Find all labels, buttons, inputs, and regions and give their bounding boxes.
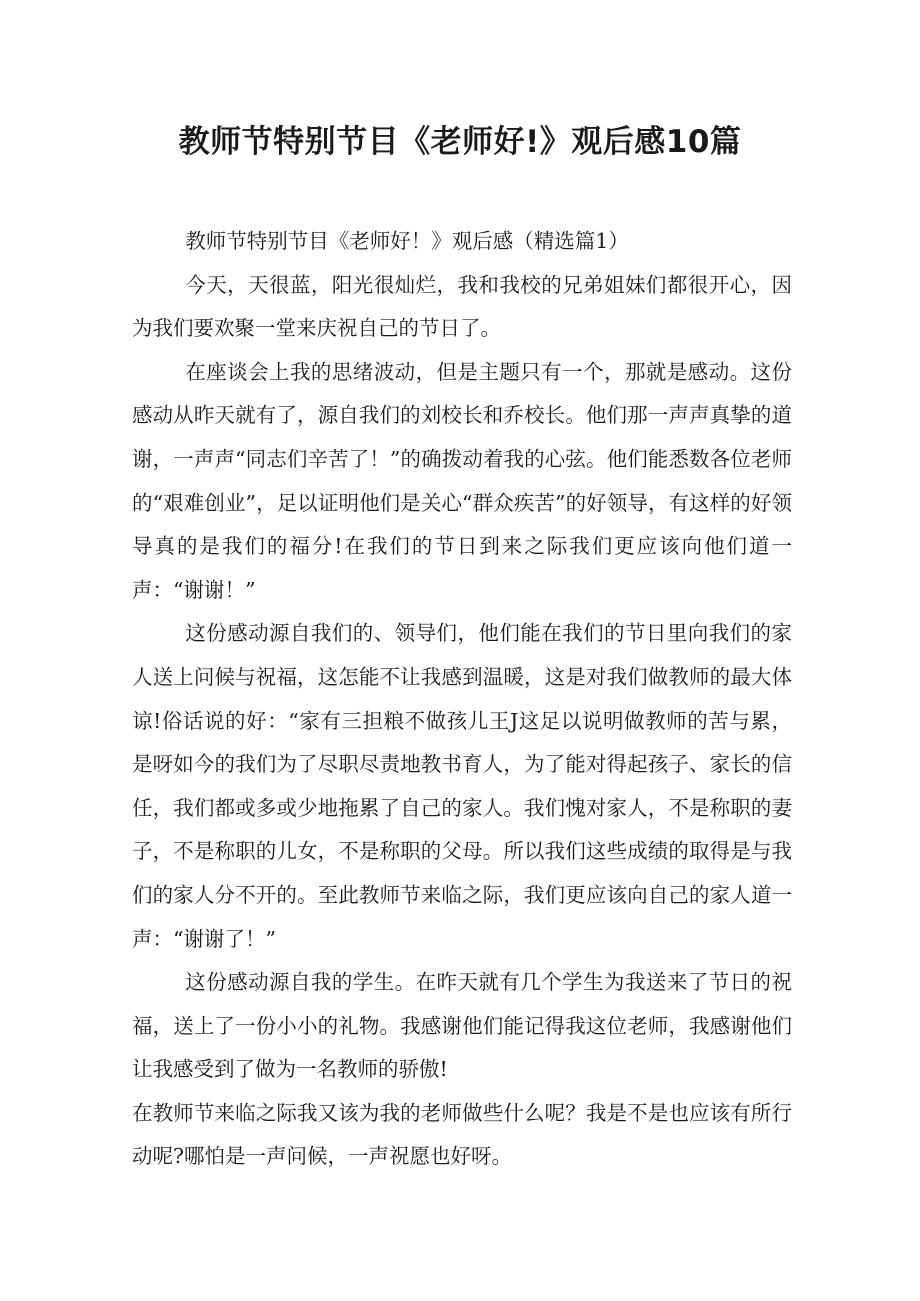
paragraph-5: 在教师节来临之际我又该为我的老师做些什么呢？我是不是也应该有所行动呢?哪怕是一声问候，一声祝愿也好呀。 bbox=[132, 1100, 792, 1169]
paragraph-4: 这份感动源自我的学生。在昨天就有几个学生为我送来了节日的祝福，送上了一份小小的礼物。我感谢他们能记得我这位老师，我感谢他们让我感受到了做为一名教师的骄傲! bbox=[132, 970, 792, 1082]
section-subtitle: 教师节特别节目《老师好！》观后感（精选篇1） bbox=[185, 229, 629, 253]
paragraph-2: 在座谈会上我的思绪波动，但是主题只有一个，那就是感动。这份感动从昨天就有了，源自我们的刘校长和乔校长。他们那一声声真挚的道谢，一声声“同志们辛苦了！”的确拨动着我的心弦。他们能悉数各位老师的“艰难创业”，足以证明他们是关心“群众疾苦”的好领导，有这样的好领导真的是我们的福分!在我们的节日到来之际我们更应该向他们道一声：“谢谢！” bbox=[132, 359, 792, 602]
document-title: 教师节特别节目《老师好!》观后感10篇 bbox=[178, 124, 742, 160]
paragraph-1: 今天，天很蓝，阳光很灿烂，我和我校的兄弟姐妹们都很开心，因为我们要欢聚一堂来庆祝自己的节日了。 bbox=[132, 272, 792, 341]
document-body bbox=[132, 220, 792, 1179]
paragraph-3: 这份感动源自我们的、领导们，他们能在我们的节日里向我们的家人送上问候与祝福，这怎能不让我感到温暖，这是对我们做教师的最大体谅!俗话说的好：“家有三担粮不做孩儿王J这足以说明做教师的苦与累，是呀如今的我们为了尽职尽责地教书育人，为了能对得起孩子、家长的信任，我们都或多或少地拖累了自己的家人。我们愧对家人，不是称职的妻子，不是称职的儿女，不是称职的父母。所以我们这些成绩的取得是与我们的家人分不开的。至此教师节来临之际，我们更应该向自己的家人道一声：“谢谢了！” bbox=[132, 621, 792, 951]
